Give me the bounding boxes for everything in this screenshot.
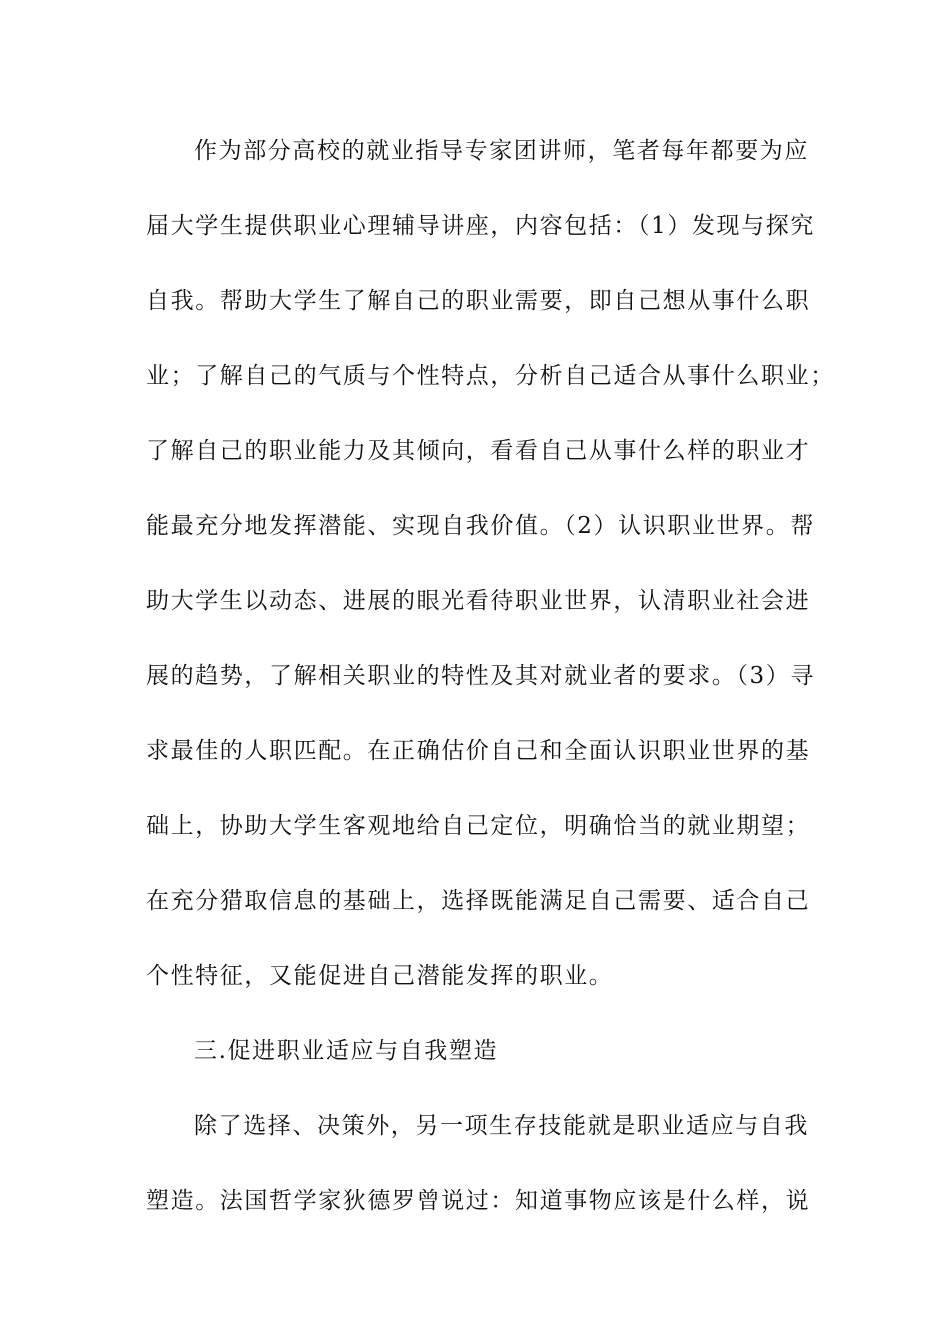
paragraph-line: 个性特征，又能促进自己潜能发挥的职业。 [146, 963, 614, 989]
paragraph-line: 在充分猎取信息的基础上，选择既能满足自己需要、适合自己 [146, 888, 811, 914]
paragraph-line: 求最佳的人职匹配。在正确估价自己和全面认识职业世界的基 [146, 738, 811, 764]
paragraph-line: 展的趋势，了解相关职业的特性及其对就业者的要求。（3）寻 [146, 663, 815, 689]
paragraph-line: 作为部分高校的就业指导专家团讲师，笔者每年都要为应 [194, 138, 809, 164]
paragraph-line: 础上，协助大学生客观地给自己定位，明确恰当的就业期望； [146, 813, 811, 839]
paragraph-line: 能最充分地发挥潜能、实现自我价值。（2）认识职业世界。帮 [146, 513, 815, 539]
paragraph-line: 除了选择、决策外，另一项生存技能就是职业适应与自我 [194, 1113, 809, 1139]
paragraph-line: 了解自己的职业能力及其倾向，看看自己从事什么样的职业才 [146, 438, 811, 464]
paragraph-line: 助大学生以动态、进展的眼光看待职业世界，认清职业社会进 [146, 588, 811, 614]
paragraph-line: 自我。帮助大学生了解自己的职业需要，即自己想从事什么职 [146, 288, 811, 314]
section-heading: 三.促进职业适应与自我塑造 [194, 1038, 499, 1064]
paragraph-line: 业；了解自己的气质与个性特点，分析自己适合从事什么职业； [146, 363, 835, 389]
paragraph-line: 届大学生提供职业心理辅导讲座，内容包括：（1）发现与探究 [146, 213, 815, 239]
paragraph-line: 塑造。法国哲学家狄德罗曾说过：知道事物应该是什么样，说 [146, 1188, 811, 1214]
